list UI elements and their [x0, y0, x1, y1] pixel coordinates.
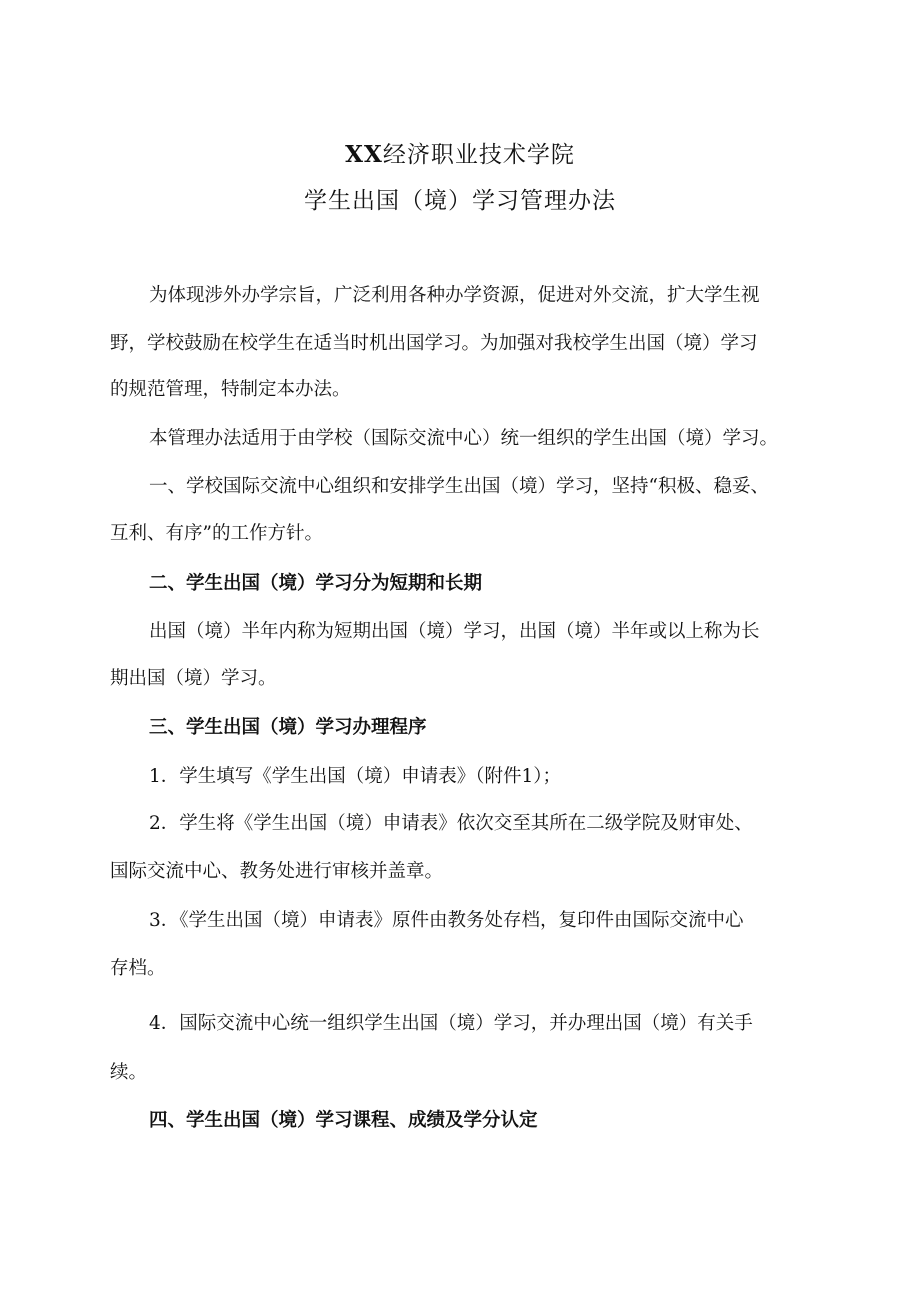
section-heading: 四、学生出国（境）学习课程、成绩及学分认定: [149, 1110, 538, 1131]
list-item: 2．学生将《学生出国（境）申请表》依次交至其所在二级学院及财审处、: [149, 813, 753, 834]
document-title: [0, 136, 920, 169]
paragraph-line: 为体现涉外办学宗旨，广泛利用各种办学资源，促进对外交流，扩大学生视: [149, 285, 760, 306]
list-item-continuation: 续。: [110, 1062, 148, 1083]
list-item: 1．学生填写《学生出国（境）申请表》（附件1）；: [149, 766, 562, 787]
section-heading: 二、学生出国（境）学习分为短期和长期: [149, 573, 483, 594]
list-item: 3．《学生出国（境）申请表》原件由教务处存档，复印件由国际交流中心: [149, 910, 744, 931]
title-prefix: XX: [345, 141, 383, 168]
paragraph-line: 的规范管理，特制定本办法。: [110, 379, 351, 400]
list-item-continuation: 存档。: [110, 958, 166, 979]
list-item: 4．国际交流中心统一组织学生出国（境）学习，并办理出国（境）有关手: [149, 1013, 753, 1034]
section-heading: 三、学生出国（境）学习办理程序: [149, 717, 427, 738]
paragraph-line: 出国（境）半年内称为短期出国（境）学习，出国（境）半年或以上称为长: [149, 621, 760, 642]
paragraph-line: 期出国（境）学习。: [110, 668, 277, 689]
paragraph-line: 本管理办法适用于由学校（国际交流中心）统一组织的学生出国（境）学习。: [149, 428, 779, 449]
list-item-continuation: 国际交流中心、教务处进行审核并盖章。: [110, 861, 444, 882]
paragraph-line: 互利、有序”的工作方针。: [110, 523, 323, 544]
title-rest: 经济职业技术学院: [382, 142, 575, 168]
paragraph-line: 一、学校国际交流中心组织和安排学生出国（境）学习，坚持“积极、稳妥、: [149, 476, 769, 497]
paragraph-line: 野，学校鼓励在校学生在适当时机出国学习。为加强对我校学生出国（境）学习: [110, 333, 758, 354]
document-subtitle: 学生出国（境）学习管理办法: [304, 188, 616, 214]
